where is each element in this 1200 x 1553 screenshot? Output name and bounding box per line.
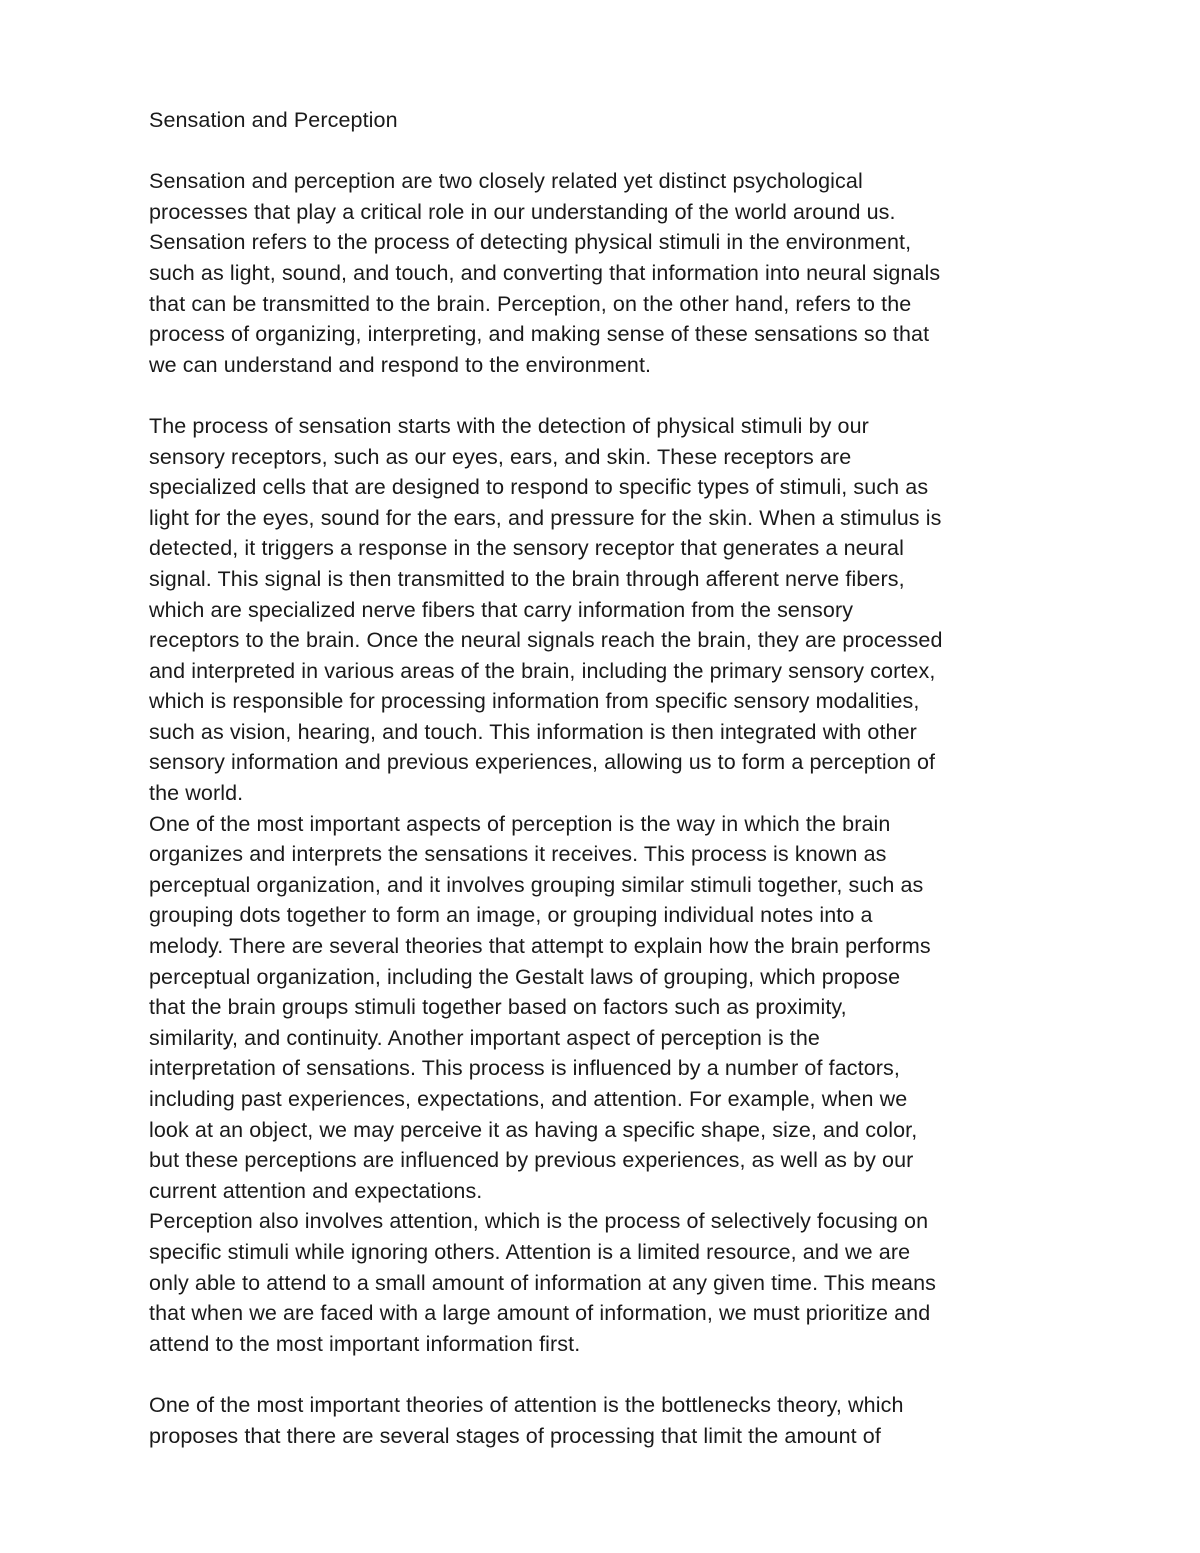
text-line: but these perceptions are influenced by previous experiences, as well as by our (149, 1148, 914, 1173)
text-line: look at an object, we may perceive it as having a specific shape, size, and color, (149, 1117, 918, 1142)
text-line: the world. (149, 781, 244, 806)
text-line: attend to the most important information first. (149, 1331, 581, 1356)
paragraph-spacer (149, 1359, 1079, 1390)
text-line: perceptual organization, and it involves grouping similar stimuli together, such as (149, 872, 924, 897)
text-line: that when we are faced with a large amount of information, we must prioritize and (149, 1301, 931, 1326)
text-line: organizes and interprets the sensations it receives. This process is known as (149, 842, 887, 867)
paragraph-1 (149, 166, 1079, 380)
text-line: perceptual organization, including the Gestalt laws of grouping, which propose (149, 964, 901, 989)
text-line: current attention and expectations. (149, 1178, 483, 1203)
paragraph-spacer (149, 136, 1079, 167)
document-title: Sensation and Perception (149, 108, 398, 132)
text-line: such as vision, hearing, and touch. This information is then integrated with other (149, 719, 917, 744)
text-line: process of organizing, interpreting, and making sense of these sensations so that (149, 322, 930, 347)
text-line: light for the eyes, sound for the ears, and pressure for the skin. When a stimulus is (149, 505, 942, 530)
text-line: including past experiences, expectations, and attention. For example, when we (149, 1087, 908, 1111)
text-line: specific stimuli while ignoring others. Attention is a limited resource, and we are (149, 1239, 911, 1264)
text-line: proposes that there are several stages of processing that limit the amount of (149, 1423, 881, 1448)
paragraph-3 (149, 809, 1079, 1207)
text-line: melody. There are several theories that attempt to explain how the brain performs (149, 934, 931, 959)
text-line: sensory receptors, such as our eyes, ears, and skin. These receptors are (149, 444, 852, 469)
text-line: Sensation refers to the process of detecting physical stimuli in the environment, (149, 230, 912, 255)
text-line: only able to attend to a small amount of information at any given time. This means (149, 1270, 936, 1295)
text-line: signal. This signal is then transmitted to the brain through afferent nerve fibers, (149, 566, 905, 591)
paragraph-spacer (149, 380, 1079, 411)
text-line: such as light, sound, and touch, and converting that information into neural signals (149, 260, 941, 285)
text-line: One of the most important aspects of perception is the way in which the brain (149, 811, 891, 836)
text-line: and interpreted in various areas of the brain, including the primary sensory cortex, (149, 658, 936, 683)
text-line: that can be transmitted to the brain. Perception, on the other hand, refers to the (149, 291, 912, 316)
text-line: which are specialized nerve fibers that carry information from the sensory (149, 597, 854, 622)
text-line: Sensation and perception are two closely related yet distinct psychological (149, 169, 863, 194)
text-line: Perception also involves attention, which is the process of selectively focusing on (149, 1209, 929, 1234)
text-line: receptors to the brain. Once the neural signals reach the brain, they are processed (149, 628, 943, 653)
paragraph-4 (149, 1206, 1079, 1359)
paragraph-5 (149, 1390, 1079, 1451)
text-line: One of the most important theories of attention is the bottlenecks theory, which (149, 1392, 904, 1417)
text-line: similarity, and continuity. Another important aspect of perception is the (149, 1025, 820, 1050)
paragraph-2 (149, 411, 1079, 809)
text-line: we can understand and respond to the environment. (149, 352, 652, 377)
text-line: interpretation of sensations. This process is influenced by a number of factors, (149, 1056, 900, 1081)
text-line: grouping dots together to form an image, or grouping individual notes into a (149, 903, 873, 928)
document-body (149, 105, 1079, 1451)
text-line: processes that play a critical role in our understanding of the world around us. (149, 199, 896, 224)
text-line: that the brain groups stimuli together based on factors such as proximity, (149, 995, 847, 1020)
text-line: detected, it triggers a response in the sensory receptor that generates a neural (149, 536, 904, 561)
text-line: sensory information and previous experiences, allowing us to form a perception of (149, 750, 936, 775)
text-line: which is responsible for processing information from specific sensory modalities, (149, 689, 920, 714)
text-line: The process of sensation starts with the detection of physical stimuli by our (149, 413, 869, 438)
text-line: specialized cells that are designed to respond to specific types of stimuli, such as (149, 475, 929, 500)
